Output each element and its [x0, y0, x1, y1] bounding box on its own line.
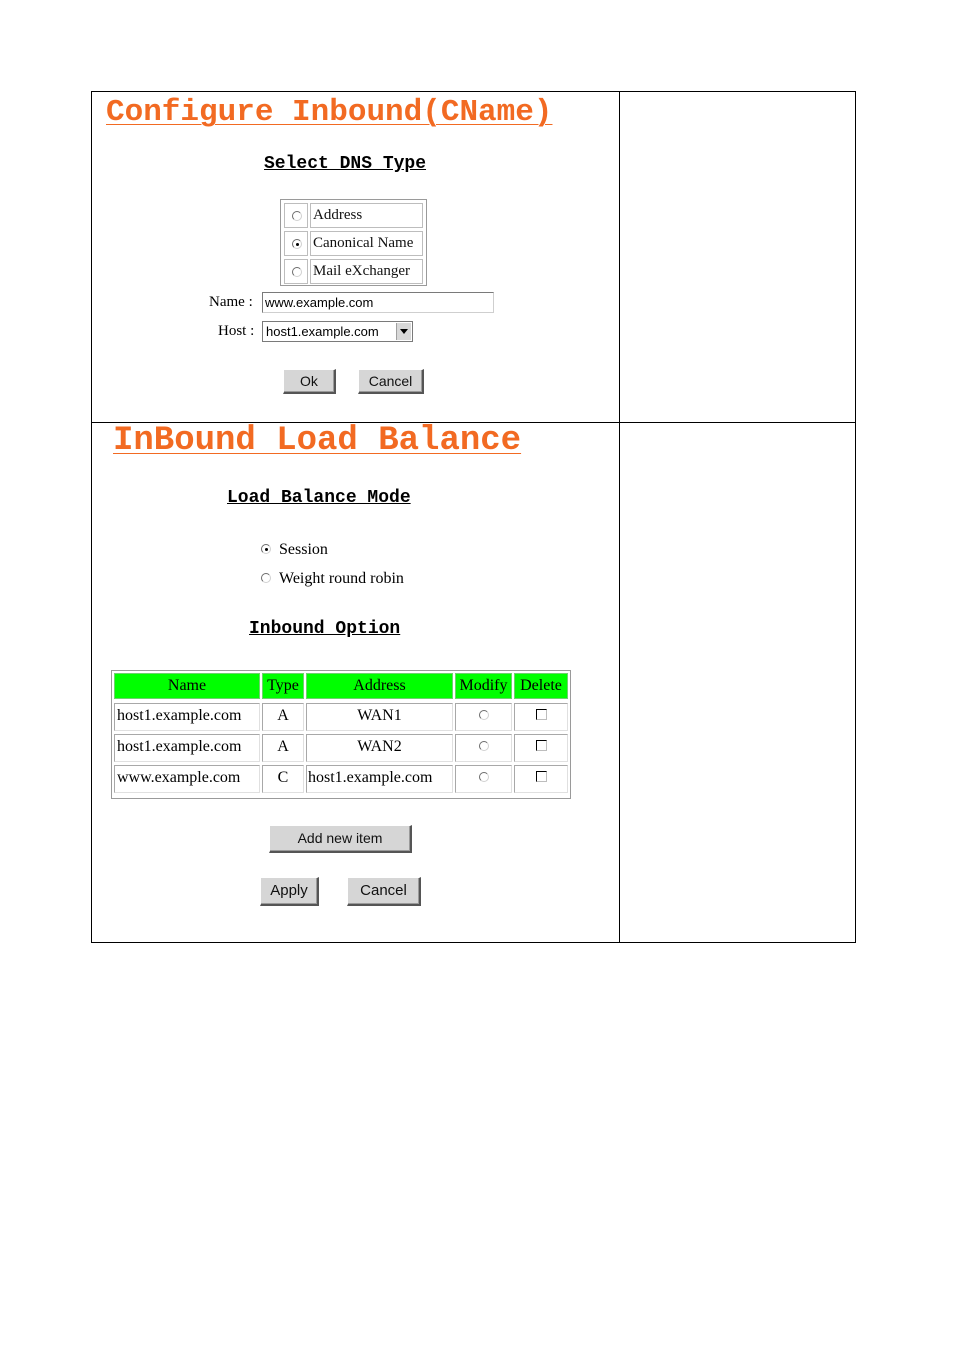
- table-cell-modify: [455, 703, 512, 731]
- host-label: Host :: [218, 323, 255, 339]
- modify-radio[interactable]: [479, 710, 489, 720]
- inbound-option-table: [111, 670, 571, 799]
- cname-title: Configure Inbound(CName): [106, 95, 553, 130]
- table-cell-name: www.example.com: [114, 765, 260, 793]
- column-divider: [619, 92, 620, 942]
- table-cell-name: host1.example.com: [114, 703, 260, 731]
- mode-wrr-label: Weight round robin: [279, 570, 404, 587]
- table-cell-delete: [514, 734, 568, 762]
- dns-type-label: Canonical Name: [310, 231, 423, 256]
- mode-session-radio[interactable]: [261, 544, 271, 554]
- dns-type-group: [280, 199, 427, 286]
- add-new-item-button[interactable]: Add new item: [269, 825, 412, 853]
- dns-type-label: Address: [310, 203, 423, 228]
- ok-button[interactable]: Ok: [283, 369, 336, 394]
- modify-radio[interactable]: [479, 741, 489, 751]
- table-cell-type: C: [262, 765, 304, 793]
- name-label: Name :: [209, 294, 253, 310]
- dns-type-heading: Select DNS Type: [264, 154, 427, 174]
- host-select-value: host1.example.com: [266, 324, 379, 339]
- host-select[interactable]: [262, 321, 413, 342]
- apply-button[interactable]: Apply: [260, 877, 319, 906]
- table-cell-address: WAN1: [306, 703, 453, 731]
- mode-weight-round-robin[interactable]: [261, 570, 404, 588]
- dns-type-address[interactable]: [284, 203, 423, 228]
- dns-type-address-radio[interactable]: [292, 211, 302, 221]
- table-cell-delete: [514, 703, 568, 731]
- dns-type-label: Mail eXchanger: [310, 259, 423, 284]
- column-header-address: Address: [306, 673, 453, 699]
- table-cell-type: A: [262, 703, 304, 731]
- table-cell-type: A: [262, 734, 304, 762]
- inbound-option-heading: Inbound Option: [249, 619, 401, 639]
- table-cell-modify: [455, 734, 512, 762]
- column-header-name: Name: [114, 673, 260, 699]
- column-header-modify: Modify: [455, 673, 512, 699]
- chevron-down-icon[interactable]: [396, 323, 411, 340]
- column-header-type: Type: [262, 673, 304, 699]
- document-table: [91, 91, 856, 943]
- mode-session[interactable]: [261, 541, 328, 559]
- modify-radio[interactable]: [479, 772, 489, 782]
- name-input[interactable]: www.example.com: [262, 292, 494, 313]
- delete-checkbox[interactable]: [536, 709, 547, 720]
- table-cell-name: host1.example.com: [114, 734, 260, 762]
- dns-type-canonical-radio[interactable]: [292, 239, 302, 249]
- delete-checkbox[interactable]: [536, 771, 547, 782]
- delete-checkbox[interactable]: [536, 740, 547, 751]
- table-cell-modify: [455, 765, 512, 793]
- dns-type-mx-radio[interactable]: [292, 267, 302, 277]
- load-balance-title: InBound Load Balance: [113, 422, 522, 460]
- mode-session-label: Session: [279, 541, 328, 558]
- load-balance-mode-heading: Load Balance Mode: [227, 488, 411, 508]
- column-header-delete: Delete: [514, 673, 568, 699]
- dns-type-mail-exchanger[interactable]: [284, 259, 423, 284]
- lb-cancel-button[interactable]: Cancel: [347, 877, 421, 906]
- table-cell-address: host1.example.com: [306, 765, 453, 793]
- table-cell-delete: [514, 765, 568, 793]
- cname-cancel-button[interactable]: Cancel: [358, 369, 424, 394]
- mode-wrr-radio[interactable]: [261, 573, 271, 583]
- table-cell-address: WAN2: [306, 734, 453, 762]
- dns-type-canonical-name[interactable]: [284, 231, 423, 256]
